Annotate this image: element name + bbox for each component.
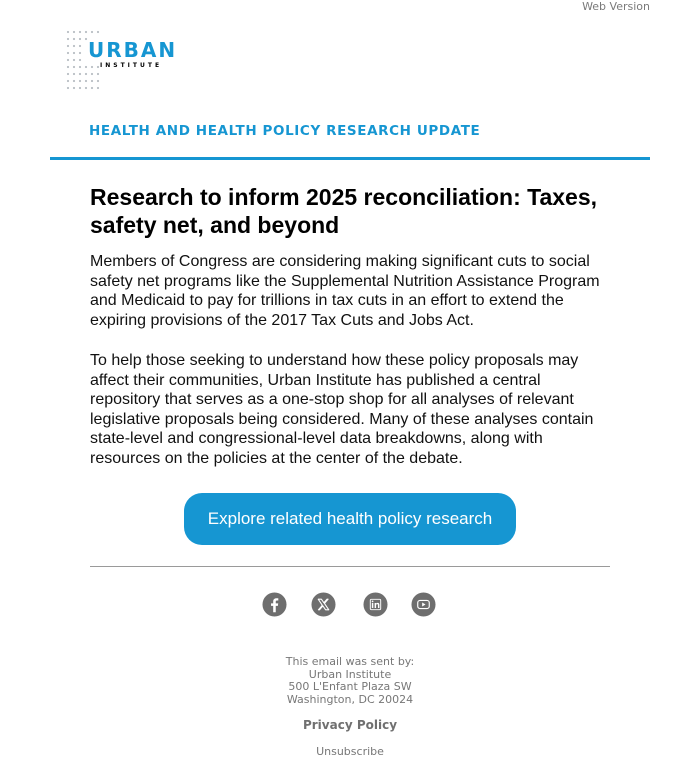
logo-subtitle: INSTITUTE [100, 62, 163, 69]
explore-research-button[interactable]: Explore related health policy research [184, 493, 516, 545]
section-label: HEALTH AND HEALTH POLICY RESEARCH UPDATE [89, 123, 481, 139]
footer-sent-by: This email was sent by: [285, 655, 415, 668]
web-version-link[interactable]: Web Version [582, 0, 650, 13]
article-headline: Research to inform 2025 reconciliation: Taxes, safety net, and beyond [90, 184, 598, 238]
youtube-icon[interactable] [411, 592, 436, 617]
privacy-policy-link[interactable]: Privacy Policy [302, 718, 398, 732]
facebook-icon[interactable] [262, 592, 287, 617]
article-paragraph-2: To help those seeking to understand how these policy proposals may affect their communities, Urban Institute has published a central repository that serves as a one-stop shop for all analyses of relevant legislative proposals being considered. Many of these analyses contain state-level and congressional-level data breakdowns, along with resources on the policies at the center of the debate. [90, 352, 594, 467]
linkedin-icon[interactable] [363, 592, 388, 617]
footer-address-line-1: 500 L'Enfant Plaza SW [288, 680, 412, 693]
header-divider [50, 157, 650, 160]
logo-wordmark: URBAN [88, 38, 178, 62]
x-twitter-icon[interactable] [311, 592, 336, 617]
content-divider [90, 566, 610, 567]
unsubscribe-link[interactable]: Unsubscribe [316, 745, 384, 758]
urban-institute-logo [66, 30, 186, 96]
article-paragraph-1: Members of Congress are considering making significant cuts to social safety net programs like the Supplemental Nutrition Assistance Program and Medicaid to pay for trillions in tax cuts in an effort to extend the expiring provisions of the 2017 Tax Cuts and Jobs Act. [90, 253, 600, 329]
footer-organization: Urban Institute [308, 667, 392, 681]
social-links [262, 592, 438, 618]
footer-address-line-2: Washington, DC 20024 [286, 692, 414, 706]
